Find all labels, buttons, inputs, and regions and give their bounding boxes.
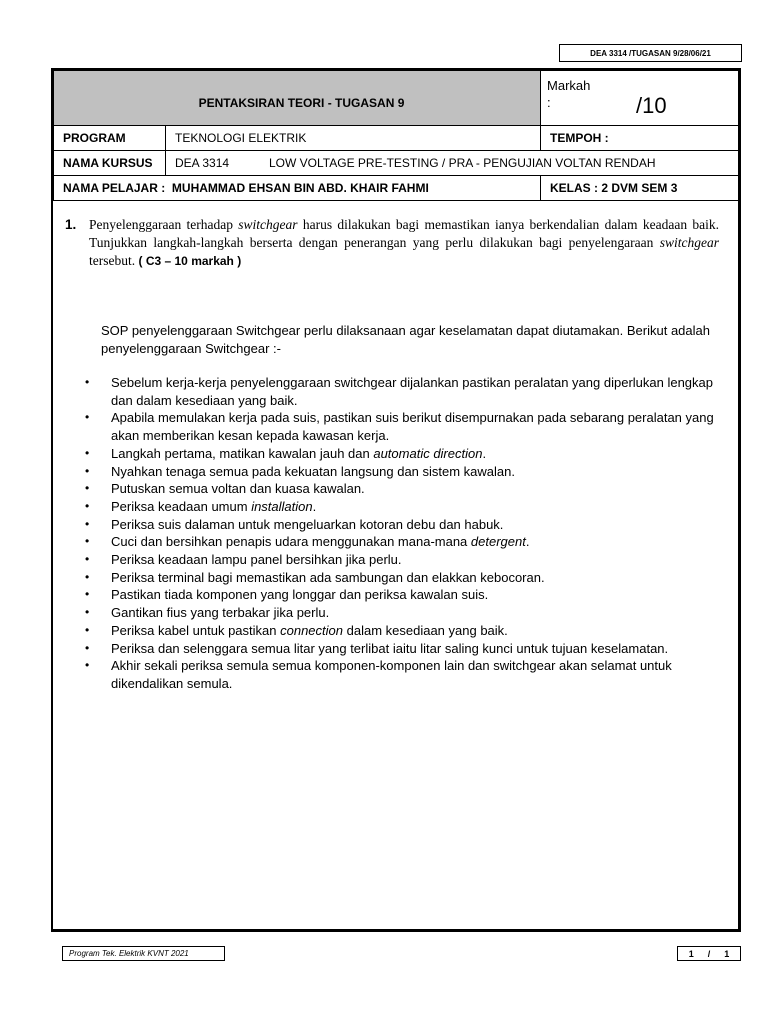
- maintenance-steps-list: [85, 374, 725, 693]
- list-item: [85, 409, 725, 444]
- list-item-text: Periksa keadaan lampu panel bersihkan jika perlu.: [111, 552, 402, 568]
- question-block: [65, 216, 719, 270]
- list-item-text: Periksa kabel untuk pastikan: [111, 622, 281, 638]
- page-current: 1: [688, 948, 694, 959]
- bullet-icon: •: [85, 534, 90, 549]
- bullet-icon: •: [85, 498, 90, 513]
- list-item-text: Langkah pertama, matikan kawalan jauh dan: [111, 445, 374, 461]
- list-item-text: Sebelum kerja-kerja penyelenggaraan switchgear dijalankan pastikan peralatan yang diperlukan lengkap dan dalam kesediaan yang baik.: [111, 375, 713, 408]
- markah-cell: [541, 71, 740, 126]
- assessment-frame: [51, 68, 741, 932]
- list-item-text: Periksa suis dalaman untuk mengeluarkan kotoran debu dan habuk.: [111, 516, 504, 532]
- kursus-label: NAMA KURSUS: [54, 151, 166, 176]
- kelas-label: KELAS : 2 DVM SEM 3: [541, 176, 740, 201]
- bullet-icon: •: [85, 622, 90, 637]
- bullet-icon: •: [85, 605, 90, 620]
- page-total: 1: [724, 948, 730, 959]
- bullet-icon: •: [85, 569, 90, 584]
- bullet-icon: •: [85, 481, 90, 496]
- list-item: [85, 480, 725, 498]
- bullet-icon: •: [85, 463, 90, 478]
- bullet-icon: •: [85, 410, 90, 425]
- list-item-text: Apabila memulakan kerja pada suis, pastikan suis berikut disempurnakan pada sebarang peralatan yang akan memberikan kesan kepada kawasan kerja.: [111, 410, 714, 444]
- bullet-icon: •: [85, 552, 90, 567]
- list-item-term: automatic direction: [373, 445, 483, 461]
- markah-label: Markah :: [547, 78, 591, 110]
- list-item-text: Akhir sekali periksa semula semua komponen-komponen lain dan switchgear akan selamat untuk dikendalikan semula.: [111, 658, 672, 691]
- header-table: [53, 70, 740, 201]
- tempoh-label: TEMPOH :: [541, 126, 740, 151]
- assessment-title: PENTAKSIRAN TEORI - TUGASAN 9: [198, 96, 405, 110]
- list-item-text: Gantikan fius yang terbakar jika perlu.: [111, 605, 330, 621]
- list-item: [85, 445, 725, 463]
- bullet-icon: •: [85, 658, 90, 673]
- assessment-title-cell: [54, 71, 541, 126]
- list-item-term: installation: [251, 498, 313, 514]
- question-marks: ( C3 – 10 markah ): [138, 254, 242, 268]
- list-item: [85, 657, 725, 692]
- list-item: [85, 533, 725, 551]
- program-value: TEKNOLOGI ELEKTRIK: [166, 126, 541, 151]
- list-item: [85, 374, 725, 409]
- list-item: [85, 551, 725, 569]
- list-item: [85, 569, 725, 587]
- list-item: [85, 640, 725, 658]
- list-item: [85, 604, 725, 622]
- document-reference: DEA 3314 /TUGASAN 9/28/06/21: [559, 44, 742, 62]
- markah-score: /10: [636, 93, 667, 118]
- list-item-text: Periksa terminal bagi memastikan ada sambungan dan elakkan kebocoran.: [111, 569, 545, 585]
- question-text: Penyelenggaraan terhadap switchgear harus dilakukan bagi memastikan ianya berkendalian dalam keadaan baik. Tunjukkan langkah-langkah berserta dengan penerangan yang perlu dilakukan bagi penyelengaraan switchgear tersebut. ( C3 – 10 markah ): [89, 217, 719, 268]
- kursus-name: LOW VOLTAGE PRE-TESTING / PRA - PENGUJIAN VOLTAN RENDAH: [269, 156, 656, 170]
- list-item-text: Nyahkan tenaga semua pada kekuatan langsung dan sistem kawalan.: [111, 463, 515, 479]
- list-item-term: detergent: [470, 534, 526, 550]
- bullet-icon: •: [85, 587, 90, 602]
- page-separator: /: [707, 948, 711, 959]
- page-number: [677, 946, 741, 961]
- list-item-text-end: .: [525, 534, 530, 550]
- list-item-text: Periksa dan selenggara semua litar yang terlibat iaitu litar saling kunci untuk tujuan keselamatan.: [111, 640, 669, 656]
- pelajar-name: MUHAMMAD EHSAN BIN ABD. KHAIR FAHMI: [171, 181, 429, 195]
- list-item: [85, 498, 725, 516]
- list-item: [85, 622, 725, 640]
- list-item-text: Cuci dan bersihkan penapis udara menggunakan mana-mana: [111, 534, 471, 550]
- question-number: 1.: [65, 217, 77, 232]
- list-item-text: Putuskan semua voltan dan kuasa kawalan.: [111, 481, 365, 497]
- pelajar-row: [54, 176, 541, 201]
- list-item-text: Periksa keadaan umum: [111, 498, 252, 514]
- program-label: PROGRAM: [54, 126, 166, 151]
- footer-program: Program Tek. Elektrik KVNT 2021: [62, 946, 225, 961]
- bullet-icon: •: [85, 640, 90, 655]
- pelajar-label: NAMA PELAJAR :: [63, 181, 166, 195]
- list-item: [85, 586, 725, 604]
- kursus-code: DEA 3314: [175, 156, 230, 170]
- list-item-text-end: dalam kesediaan yang baik.: [343, 622, 508, 638]
- answer-intro: SOP penyelenggaraan Switchgear perlu dilaksanaan agar keselamatan dapat diutamakan. Berikut adalah penyelenggaraan Switchgear :-: [101, 323, 710, 356]
- kursus-value: [166, 151, 740, 176]
- bullet-icon: •: [85, 375, 90, 389]
- list-item-text: Pastikan tiada komponen yang longgar dan periksa kawalan suis.: [111, 587, 489, 603]
- list-item-text-end: .: [312, 498, 317, 514]
- list-item-term: connection: [280, 622, 343, 638]
- list-item: [85, 463, 725, 481]
- bullet-icon: •: [85, 516, 90, 531]
- list-item-text-end: .: [482, 445, 487, 461]
- list-item: [85, 516, 725, 534]
- bullet-icon: •: [85, 445, 90, 460]
